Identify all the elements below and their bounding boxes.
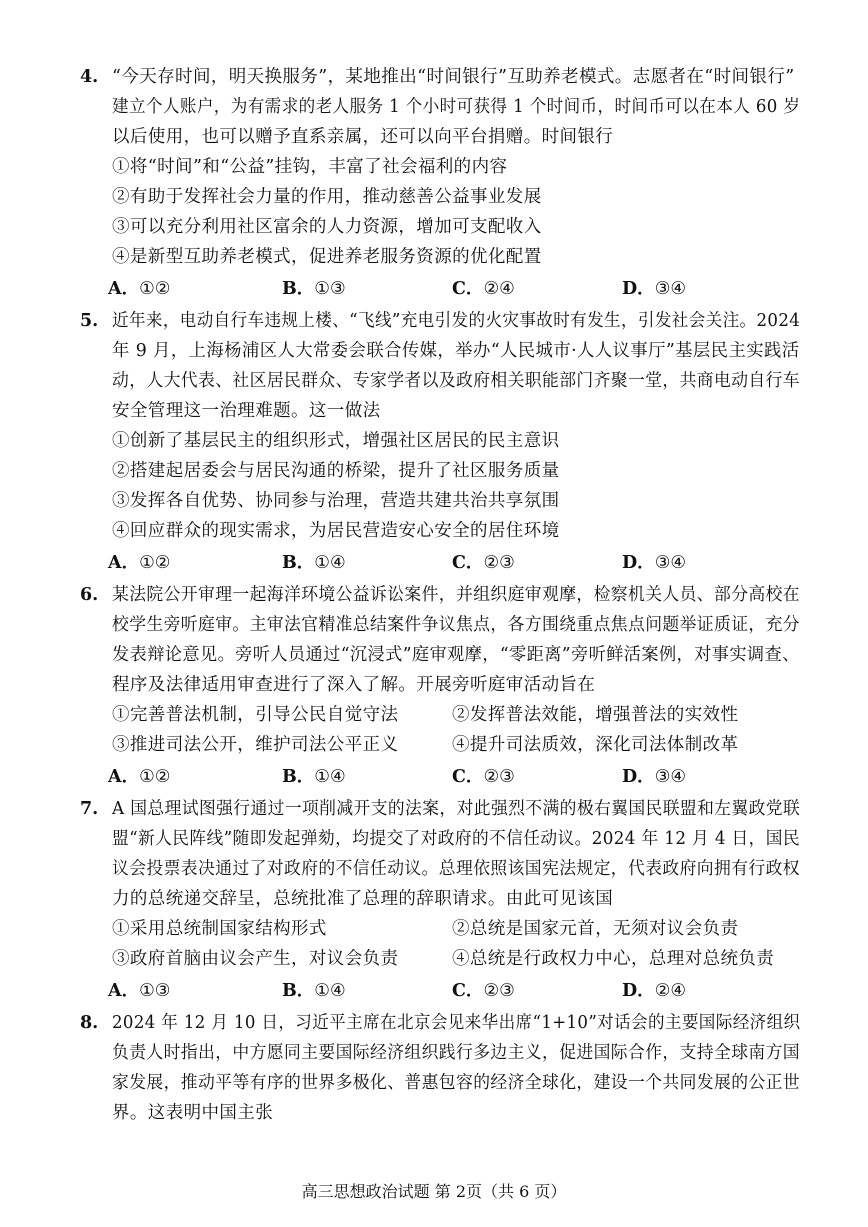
statement: ③发挥各自优势、协同参与治理，营造共建共治共享氛围	[112, 491, 560, 511]
question-number: 6.	[80, 585, 99, 605]
option-b: B．①④	[282, 981, 346, 1001]
option-c: C．②③	[452, 981, 515, 1001]
option-a: A．①③	[108, 981, 171, 1001]
statement: ②总统是国家元首，无须对议会负责	[452, 919, 739, 939]
option-d: D．③④	[622, 279, 687, 299]
statement: ④提升司法质效，深化司法体制改革	[452, 735, 739, 755]
question-stem-line: 建立个人账户，为有需求的老人服务 1 个小时可获得 1 个时间币，时间币可以在本人 60 岁	[112, 97, 801, 117]
statement: ④回应群众的现实需求，为居民营造安心安全的居住环境	[112, 521, 560, 541]
statement: ①创新了基层民主的组织形式，增强社区居民的民主意识	[112, 431, 560, 451]
question-stem-line: 家发展，推动平等有序的世界多极化、普惠包容的经济全球化，建设一个共同发展的公正世	[112, 1073, 801, 1093]
option-d: D．②④	[622, 981, 687, 1001]
question-stem-line: 界。这表明中国主张	[112, 1103, 274, 1123]
question-stem-line: 动，人大代表、社区居民群众、专家学者以及政府相关职能部门齐聚一堂，共商电动自行车	[112, 371, 801, 391]
option-b: B．①④	[282, 767, 346, 787]
question-stem-line: 议会投票表决通过了对政府的不信任动议。总理依照该国宪法规定，代表政府向拥有行政权	[112, 859, 801, 879]
option-c: C．②③	[452, 767, 515, 787]
option-d: D．③④	[622, 767, 687, 787]
question-stem-line: A 国总理试图强行通过一项削减开支的法案，对此强烈不满的极右翼国民联盟和左翼政党联	[112, 799, 801, 819]
statement: ④总统是行政权力中心，总理对总统负责	[452, 949, 775, 969]
statement: ③推进司法公开，维护司法公平正义	[112, 735, 399, 755]
question-stem-line: 校学生旁听庭审。主审法官精准总结案件争议焦点，各方围绕重点焦点问题举证质证，充分	[112, 615, 801, 635]
option-a: A．①②	[108, 279, 171, 299]
option-c: C．②③	[452, 553, 515, 573]
option-c: C．②④	[452, 279, 515, 299]
option-b: B．①④	[282, 553, 346, 573]
question-stem-line: 负责人时指出，中方愿同主要国际经济组织践行多边主义，促进国际合作，支持全球南方国	[112, 1043, 801, 1063]
statement: ①完善普法机制，引导公民自觉守法	[112, 705, 399, 725]
question-stem-line: 2024 年 12 月 10 日，习近平主席在北京会见来华出席“1+10”对话会的主要国际经济组织	[112, 1013, 801, 1033]
page-footer: 高三思想政治试题 第 2页（共 6 页）	[301, 1182, 567, 1201]
statement: ①采用总统制国家结构形式	[112, 919, 327, 939]
option-a: A．①②	[108, 553, 171, 573]
statement: ②搭建起居委会与居民沟通的桥梁，提升了社区服务质量	[112, 461, 560, 481]
question-number: 5.	[80, 311, 99, 331]
question-number: 4.	[80, 67, 99, 87]
question-stem-line: “今天存时间，明天换服务”，某地推出“时间银行”互助养老模式。志愿者在“时间银行”	[112, 67, 795, 87]
statement: ②发挥普法效能，增强普法的实效性	[452, 705, 739, 725]
question-stem-line: 发表辩论意见。旁听人员通过“沉浸式”庭审观摩，“零距离”旁听鲜活案例，对事实调查、	[112, 645, 800, 665]
question-stem-line: 近年来，电动自行车违规上楼、“飞线”充电引发的火灾事故时有发生，引发社会关注。2024	[112, 311, 801, 331]
question-number: 8.	[80, 1013, 99, 1033]
question-stem-line: 程序及法律适用审查进行了深入了解。开展旁听庭审活动旨在	[112, 675, 596, 695]
option-a: A．①②	[108, 767, 171, 787]
statement: ①将“时间”和“公益”挂钩，丰富了社会福利的内容	[112, 157, 508, 177]
question-number: 7.	[80, 799, 99, 819]
option-d: D．③④	[622, 553, 687, 573]
statement: ③政府首脑由议会产生，对议会负责	[112, 949, 399, 969]
statement: ③可以充分利用社区富余的人力资源，增加可支配收入	[112, 217, 542, 237]
question-stem-line: 安全管理这一治理难题。这一做法	[112, 401, 381, 421]
question-stem-line: 盟“新人民阵线”随即发起弹劾，均提交了对政府的不信任动议。2024 年 12 月 4 日，国民	[112, 829, 800, 849]
question-stem-line: 年 9 月，上海杨浦区人大常委会联合传媒，举办“人民城市·人人议事厅”基层民主实践活	[112, 341, 800, 361]
question-stem-line: 某法院公开审理一起海洋环境公益诉讼案件，并组织庭审观摩，检察机关人员、部分高校在	[112, 585, 801, 605]
question-stem-line: 力的总统递交辞呈，总统批准了总理的辞职请求。由此可见该国	[112, 889, 614, 909]
statement: ②有助于发挥社会力量的作用，推动慈善公益事业发展	[112, 187, 542, 207]
statement: ④是新型互助养老模式，促进养老服务资源的优化配置	[112, 247, 542, 267]
option-b: B．①③	[282, 279, 346, 299]
question-stem-line: 以后使用，也可以赠予直系亲属，还可以向平台捐赠。时间银行	[112, 127, 614, 147]
